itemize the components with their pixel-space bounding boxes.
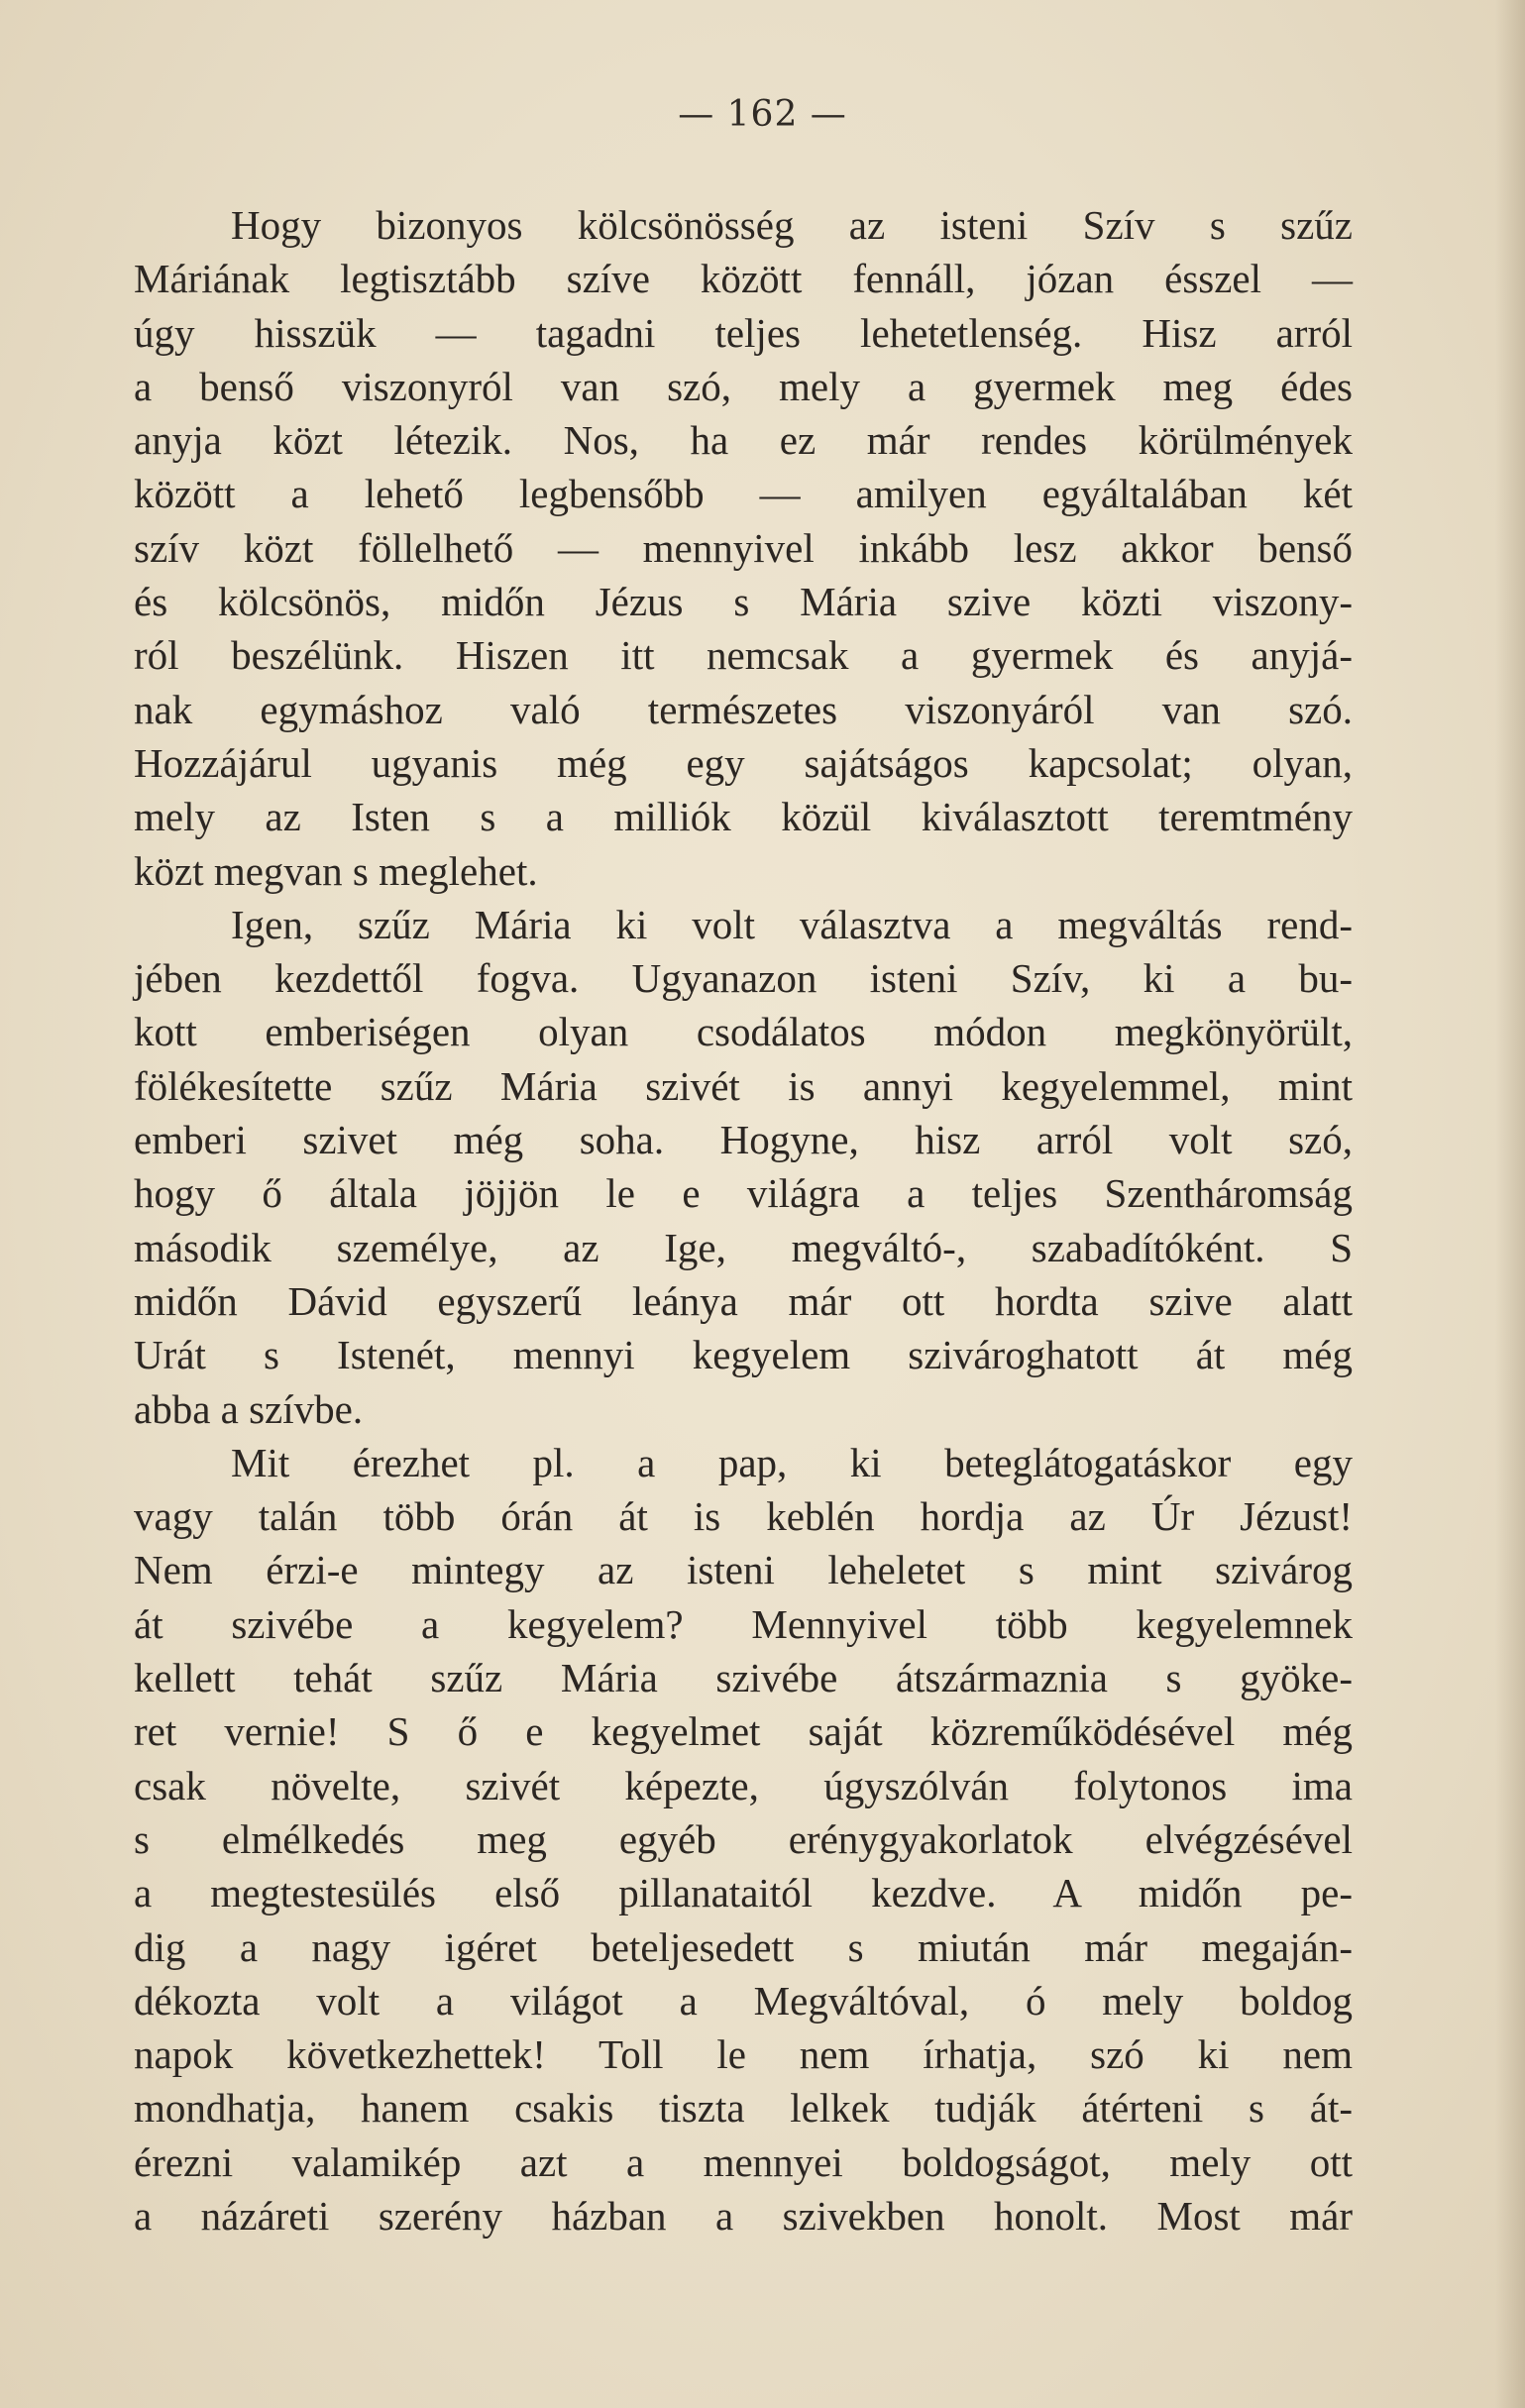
text-line: fölékesítette szűz Mária szivét is annyi kegyelemmel, mint — [134, 1062, 1353, 1109]
text-line: nak egymáshoz való természetes viszonyáról van szó. — [134, 686, 1353, 732]
text-line: szív közt föllelhető — mennyivel inkább lesz akkor benső — [134, 524, 1353, 571]
text-line: csak növelte, szivét képezte, úgyszólván folytonos ima — [134, 1762, 1353, 1808]
text-line: a benső viszonyról van szó, mely a gyermek meg édes — [134, 363, 1353, 409]
page-edge-shadow — [1495, 0, 1525, 2408]
text-line: Urát s Istenét, mennyi kegyelem szivároghatott át még — [134, 1332, 1353, 1378]
text-line: és kölcsönös, midőn Jézus s Mária szive közti viszony- — [134, 579, 1353, 625]
text-line: dig a nagy igéret beteljesedett s miután már megaján- — [134, 1923, 1353, 1970]
text-line: át szivébe a kegyelem? Mennyivel több kegyelemnek — [134, 1600, 1353, 1647]
text-line: ret vernie! S ő e kegyelmet saját közreműködésével még — [134, 1708, 1353, 1755]
body-text — [134, 198, 1353, 2243]
text-line: Hogy bizonyos kölcsönösség az isteni Szív s szűz — [231, 202, 1353, 248]
paragraph — [134, 898, 1353, 1436]
text-line: második személye, az Ige, megváltó-, szabadítóként. S — [134, 1224, 1353, 1270]
text-line: midőn Dávid egyszerű leánya már ott hordta szive alatt — [134, 1277, 1353, 1324]
text-line: között a lehető legbensőbb — amilyen egyáltalában két — [134, 471, 1353, 517]
text-line: jében kezdettől fogva. Ugyanazon isteni Szív, ki a bu- — [134, 955, 1353, 1002]
text-line: Nem érzi-e mintegy az isteni leheletet s mint szivárog — [134, 1547, 1353, 1593]
text-line: abba a szívbe. — [134, 1385, 364, 1432]
text-line: kellett tehát szűz Mária szivébe átszármaznia s gyöke- — [134, 1655, 1353, 1701]
text-line: kott emberiségen olyan csodálatos módon megkönyörült, — [134, 1009, 1353, 1055]
text-line: Máriának legtisztább szíve között fennáll, józan ésszel — — [134, 256, 1353, 302]
text-line: s elmélkedés meg egyéb erénygyakorlatok elvégzésével — [134, 1815, 1353, 1862]
text-line: érezni valamikép azt a mennyei boldogságot, mely ott — [134, 2138, 1353, 2185]
text-line: a megtestesülés első pillanataitól kezdve. A midőn pe- — [134, 1870, 1353, 1916]
text-line: mely az Isten s a milliók közül kiválasztott teremtmény — [134, 794, 1353, 840]
text-line: úgy hisszük — tagadni teljes lehetetlenség. Hisz arról — [134, 309, 1353, 356]
text-line: közt megvan s meglehet. — [134, 847, 538, 894]
text-line: Igen, szűz Mária ki volt választva a megváltás rend- — [231, 901, 1353, 947]
text-line: napok következhettek! Toll le nem írhatja, szó ki nem — [134, 2031, 1353, 2078]
text-line: dékozta volt a világot a Megváltóval, ó mely boldog — [134, 1977, 1353, 2024]
text-line: a názáreti szerény házban a szivekben honolt. Most már — [134, 2192, 1353, 2239]
paragraph — [134, 198, 1353, 898]
text-line: vagy talán több órán át is keblén hordja az Úr Jézust! — [134, 1493, 1353, 1540]
text-line: ról beszélünk. Hiszen itt nemcsak a gyermek és anyjá- — [134, 632, 1353, 679]
text-line: emberi szivet még soha. Hogyne, hisz arról volt szó, — [134, 1117, 1353, 1163]
text-line: Mit érezhet pl. a pap, ki beteglátogatáskor egy — [231, 1439, 1353, 1485]
text-line: mondhatja, hanem csakis tiszta lelkek tudják átérteni s át- — [134, 2085, 1353, 2132]
text-line: anyja közt létezik. Nos, ha ez már rendes körülmények — [134, 417, 1353, 464]
page-number: — 162 — — [678, 94, 847, 135]
text-line: Hozzájárul ugyanis még egy sajátságos kapcsolat; olyan, — [134, 739, 1353, 786]
paragraph — [134, 1436, 1353, 2243]
text-line: hogy ő általa jöjjön le e világra a teljes Szentháromság — [134, 1170, 1353, 1217]
